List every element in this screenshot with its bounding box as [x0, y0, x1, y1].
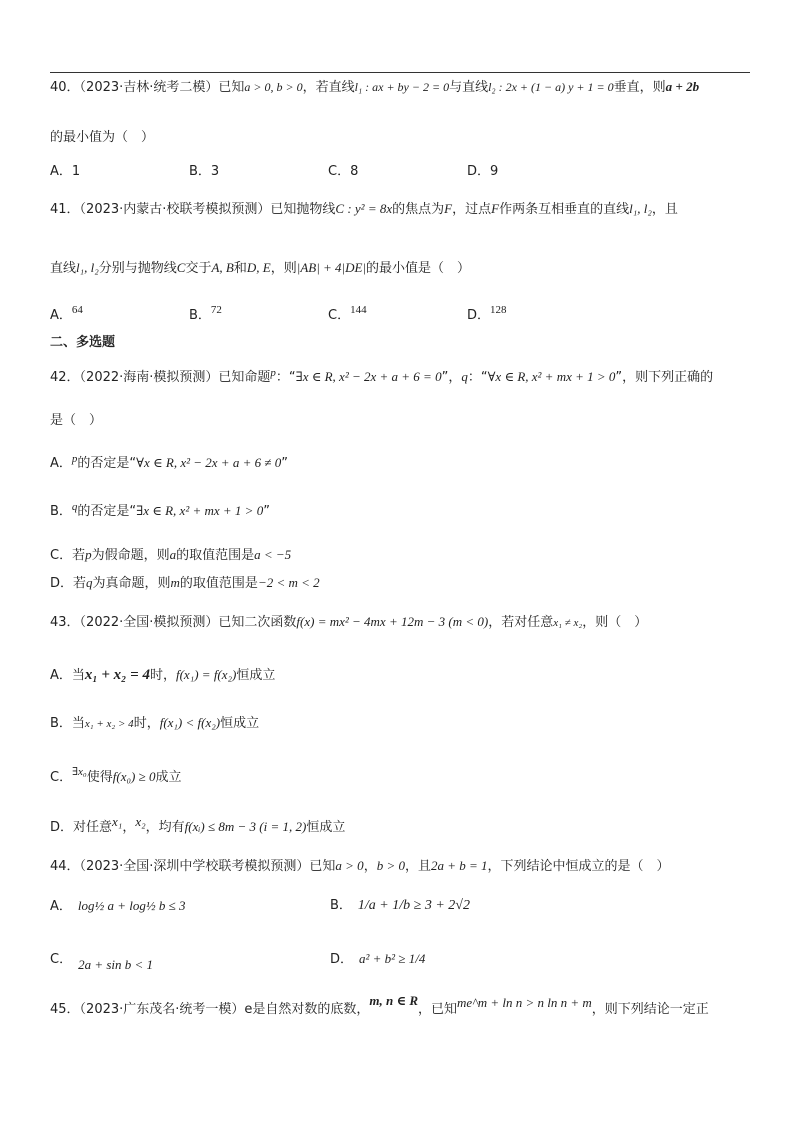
q44-text: ，下列结论中恒成立的是（ ） [487, 859, 670, 874]
q41-focus: F [491, 201, 500, 216]
question-41-stem [50, 200, 678, 219]
q42-option-b-expr: ∃x ∈ R, x² + mx + 1 > 0 [136, 503, 264, 518]
option-label: C．若 [50, 548, 86, 563]
q44-cond-b: b > 0 [376, 858, 405, 873]
q42-p-expression: ∃x ∈ R, x² − 2x + a + 6 = 0 [295, 369, 442, 384]
q43-text: ，均有 [145, 820, 185, 835]
q43-text: ， [122, 820, 136, 835]
header-rule [50, 72, 750, 73]
q41-option-b [189, 304, 222, 323]
q43-option-d-expr: f(xᵢ) ≤ 8m − 3 (i = 1, 2) [184, 819, 307, 834]
q40-option-a: A．1 [50, 164, 81, 179]
q40-line-l2: l₂ : 2x + (1 − a) y + 1 = 0 [488, 80, 614, 94]
q43-option-d [50, 814, 346, 837]
q42-q-expression: ∀x ∈ R, x² + mx + 1 > 0 [487, 369, 616, 384]
q40-text: ，若直线 [302, 80, 355, 95]
q40-line2: 的最小值为（ ） [50, 130, 155, 145]
q42-text: 的否定是“ [77, 456, 137, 471]
option-label: A． [50, 308, 72, 323]
option-label: B．当 [50, 716, 85, 731]
q43-option-a-expr2: f(x₁) = f(x₂) [175, 667, 237, 682]
q40-text: 垂直，则 [613, 80, 666, 95]
option-label: D．对任意 [50, 820, 113, 835]
section-heading: 二、多选题 [50, 335, 116, 350]
q42-line2: 是（ ） [50, 413, 103, 428]
q43-option-b [50, 714, 259, 733]
q45-text: 45．（2023·广东茂名·统考一模）e是自然对数的底数， [50, 1002, 370, 1017]
q42-option-a [50, 454, 288, 473]
q42-text: 的否定是“ [77, 504, 137, 519]
q42-prop-p: p [270, 367, 276, 379]
q43-var-x2: x₂ [135, 814, 146, 829]
q43-text: 恒成立 [306, 820, 346, 835]
q44-condition: 2a + b = 1 [431, 858, 488, 873]
q41-lines: l₁, l₂ [76, 260, 99, 275]
q42-text: ”，则下列正确的 [615, 370, 714, 385]
q42-option-c-expr: a < −5 [254, 547, 292, 562]
q44-text: ，且 [404, 859, 431, 874]
q43-var-x1: x₁ [112, 814, 123, 829]
q41-text: 直线 [50, 261, 77, 276]
option-label: C． [328, 308, 351, 323]
q44-option-b [330, 897, 470, 915]
q44-text: 44．（2023·全国·深圳中学校联考模拟预测）已知 [50, 859, 336, 874]
q40-option-d: D．9 [467, 164, 499, 179]
question-40-stem [50, 78, 699, 97]
q44-option-d-expr: a² + b² ≥ 1/4 [359, 951, 426, 966]
q43-text: ，若对任意 [488, 615, 554, 630]
q41-text: 41．（2023·内蒙古·校联考模拟预测）已知抛物线 [50, 202, 336, 217]
q42-text: ：“ [467, 370, 488, 385]
q43-text: 43．（2022·全国·模拟预测）已知二次函数 [50, 615, 297, 630]
q40-text: 与直线 [449, 80, 489, 95]
q40-line-l1: l₁ : ax + by − 2 = 0 [354, 80, 450, 94]
option-value: 64 [71, 304, 83, 316]
question-42-stem [50, 368, 713, 387]
q41-text: ，且 [651, 202, 678, 217]
q43-text: 恒成立 [236, 668, 276, 683]
q43-text: 时， [149, 668, 176, 683]
q42-option-c [50, 546, 291, 565]
q42-text: ” [281, 456, 288, 471]
option-label: B． [330, 898, 352, 913]
q45-domain: m, n ∈ R [369, 993, 419, 1008]
q40-option-b: B．3 [189, 164, 220, 179]
q41-parabola: C : y² = 8x [335, 201, 393, 216]
q41-text: 分别与抛物线 [98, 261, 177, 276]
option-value: 144 [350, 304, 367, 316]
q41-text: ，过点 [452, 202, 492, 217]
option-value: 72 [210, 304, 222, 316]
q41-points-ab: A, B [211, 260, 234, 275]
q44-option-a [50, 897, 186, 916]
q41-text: 交于 [185, 261, 212, 276]
q45-text: ，已知 [418, 1002, 458, 1017]
q42-text: 的取值范围是 [176, 548, 255, 563]
option-label: A． [50, 899, 72, 914]
option-label: B． [189, 308, 211, 323]
q43-condition: x₁ ≠ x₂ [553, 617, 583, 629]
q43-text: 时， [133, 716, 160, 731]
q41-option-d [467, 304, 507, 323]
q43-text: 恒成立 [220, 716, 260, 731]
q42-text: ：“ [275, 370, 296, 385]
option-label: A． [50, 456, 72, 471]
q41-expression: |AB| + 4|DE| [296, 260, 367, 275]
q42-var-m: m [170, 575, 180, 590]
q41-text: 的最小值是（ ） [366, 261, 471, 276]
q44-option-c [50, 950, 154, 972]
q44-cond-a: a > 0 [335, 858, 364, 873]
q41-text: 作两条互相垂直的直线 [499, 202, 630, 217]
q42-prop-q: q [86, 575, 93, 590]
q41-option-a [50, 304, 83, 323]
q40-expression: a + 2b [665, 79, 700, 94]
q44-option-a-expr: log½ a + log½ b ≤ 3 [77, 898, 186, 913]
q42-option-d-expr: −2 < m < 2 [257, 575, 320, 590]
q43-option-b-expr2: f(x₁) < f(x₂) [159, 715, 221, 730]
option-label: D． [330, 952, 354, 967]
q42-text: 为真命题，则 [92, 576, 171, 591]
question-43-stem [50, 613, 647, 632]
q42-text: 为假命题，则 [91, 548, 170, 563]
option-label: A．当 [50, 668, 85, 683]
q41-text: 和 [233, 261, 247, 276]
q42-text: 42．（2022·海南·模拟预测）已知命题 [50, 370, 271, 385]
q42-text: ” [263, 504, 270, 519]
q42-prop-q: q [71, 501, 78, 513]
q42-prop-p: p [85, 547, 92, 562]
q41-points-de: D, E [246, 260, 271, 275]
q40-condition: a > 0, b > 0 [244, 80, 303, 94]
q42-option-d [50, 574, 320, 593]
q41-parabola-name: C [176, 260, 186, 275]
q43-option-b-expr: x₁ + x₂ > 4 [84, 718, 134, 730]
q41-focus: F [444, 201, 453, 216]
q44-option-c-expr: 2a + sin b < 1 [78, 957, 154, 972]
q43-text: 使得 [86, 770, 113, 785]
q44-option-d [330, 950, 425, 969]
question-45-stem [50, 993, 709, 1019]
q42-option-b [50, 502, 270, 521]
q43-option-c-expr: ∃x₀ [72, 766, 87, 778]
q40-text: 40．（2023·吉林·统考二模）已知 [50, 80, 245, 95]
q42-prop-q: q [461, 369, 468, 384]
option-label: C． [50, 770, 73, 785]
option-label: D．若 [50, 576, 87, 591]
q44-text: ， [363, 859, 377, 874]
q43-function: f(x) = mx² − 4mx + 12m − 3 (m < 0) [296, 614, 489, 629]
q42-text: 的取值范围是 [179, 576, 258, 591]
q45-expression: me^m + ln n > n ln n + m [457, 995, 592, 1010]
q41-text: ，则 [270, 261, 297, 276]
q40-option-c: C．8 [328, 164, 359, 179]
q41-option-c [328, 304, 367, 323]
q43-text: ，则（ ） [582, 615, 648, 630]
q44-option-b-expr: 1/a + 1/b ≥ 3 + 2√2 [357, 898, 470, 913]
q42-option-a-expr: ∀x ∈ R, x² − 2x + a + 6 ≠ 0 [136, 455, 282, 470]
q45-text: ，则下列结论一定正 [591, 1002, 709, 1017]
q43-option-c-expr2: f(x₀) ≥ 0 [112, 769, 156, 784]
question-44-stem [50, 857, 670, 876]
q42-text: ”， [441, 370, 462, 385]
q43-option-a [50, 666, 275, 685]
option-label: B． [50, 504, 72, 519]
option-label: D． [467, 308, 491, 323]
q43-option-a-expr: x₁ + x₂ = 4 [84, 667, 150, 683]
q42-var-a: a [169, 547, 177, 562]
option-label: C． [50, 952, 73, 967]
q43-option-c [50, 768, 182, 787]
q41-text: 的焦点为 [392, 202, 445, 217]
q43-text: 成立 [155, 770, 182, 785]
option-value: 128 [490, 304, 507, 316]
question-41-stem-2 [50, 259, 470, 278]
q42-prop-p: p [71, 453, 78, 465]
q41-lines: l₁, l₂ [629, 201, 652, 216]
